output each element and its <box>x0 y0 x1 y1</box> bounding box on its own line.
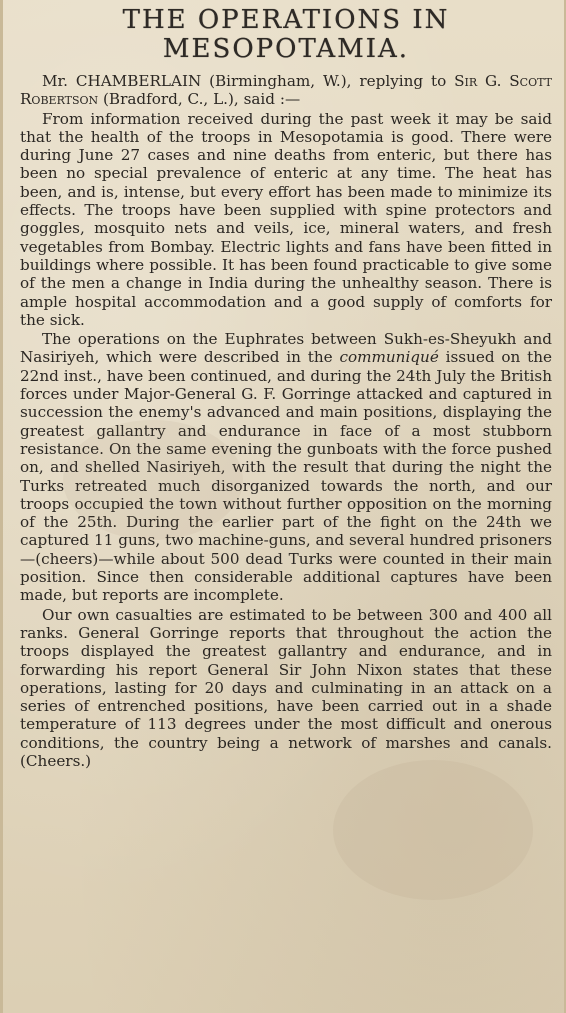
paper-stain <box>333 760 533 900</box>
operations-paragraph <box>20 330 552 604</box>
operations-text-end: issued on the 22nd inst., have been continued, and during the 24th July the British forces under Major-General G. F. Gorringe attacked and captured in succession the enemy's advanced and main positions, displaying the greatest gallantry and endurance in face of a most stubborn resistance. On the same evening the gunboats with the force pushed on, and shelled Nasiriyeh, with the result that during the night the Turks retreated much disorganized towards the north, and our troops occupied the town without further opposition on the morning of the 25th. During the earlier part of the fight on the 24th we captured 11 guns, two machine-guns, and several hundred prisoners—(cheers)—while about 500 dead Turks were counted in their main position. Since then considerable additional captures have been made, but reports are incomplete. <box>20 348 552 605</box>
speaker-lead: Mr. CHAMBERLAIN (Birmingham, W.), replying to <box>42 72 455 90</box>
speaker-paragraph <box>20 72 552 109</box>
headline-line-1: THE OPERATIONS IN <box>122 5 450 35</box>
speaker-tail: (Bradford, C., L.), said :— <box>98 90 301 109</box>
casualties-paragraph: Our own casualties are estimated to be between 300 and 400 all ranks. General Gorringe reports that throughout the action the troops displayed the greatest gallantry and endurance, and in forwarding his report General Sir John Nixon states that these operations, lasting for 20 days and culminating in an attack on a series of entrenched positions, have been carried out in a shade temperature of 113 degrees under the most difficult and onerous conditions, the country being a network of marshes and canals. (Cheers.) <box>20 605 552 770</box>
headline <box>20 6 552 64</box>
operations-text-start: The operations on the Euphrates between Sukh-es-Sheyukh and Nasiriyeh, which were described in the <box>20 330 552 367</box>
article-body <box>20 72 552 770</box>
health-paragraph: From information received during the past week it may be said that the health of the troops in Mesopotamia is good. There were during June 27 cases and nine deaths from enteric, but there has been no special prevalence of enteric at any time. The heat has been, and is, intense, but every effort has been made to minimize its effects. The troops have been supplied with spine protectors and goggles, mosquito nets and veils, ice, mineral waters, and fresh vegetables from Bombay. Electric lights and fans have been fitted in buildings where possible. It has been found practicable to give some of the men a change in India during the unhealthy season. There is ample hospital accommodation and a good supply of comforts for the sick. <box>20 109 552 329</box>
headline-line-2: MESOPOTAMIA. <box>162 34 410 64</box>
respondent-name: Sir G. Scott Robertson <box>20 72 552 109</box>
communique-word: communiqué <box>339 348 439 367</box>
